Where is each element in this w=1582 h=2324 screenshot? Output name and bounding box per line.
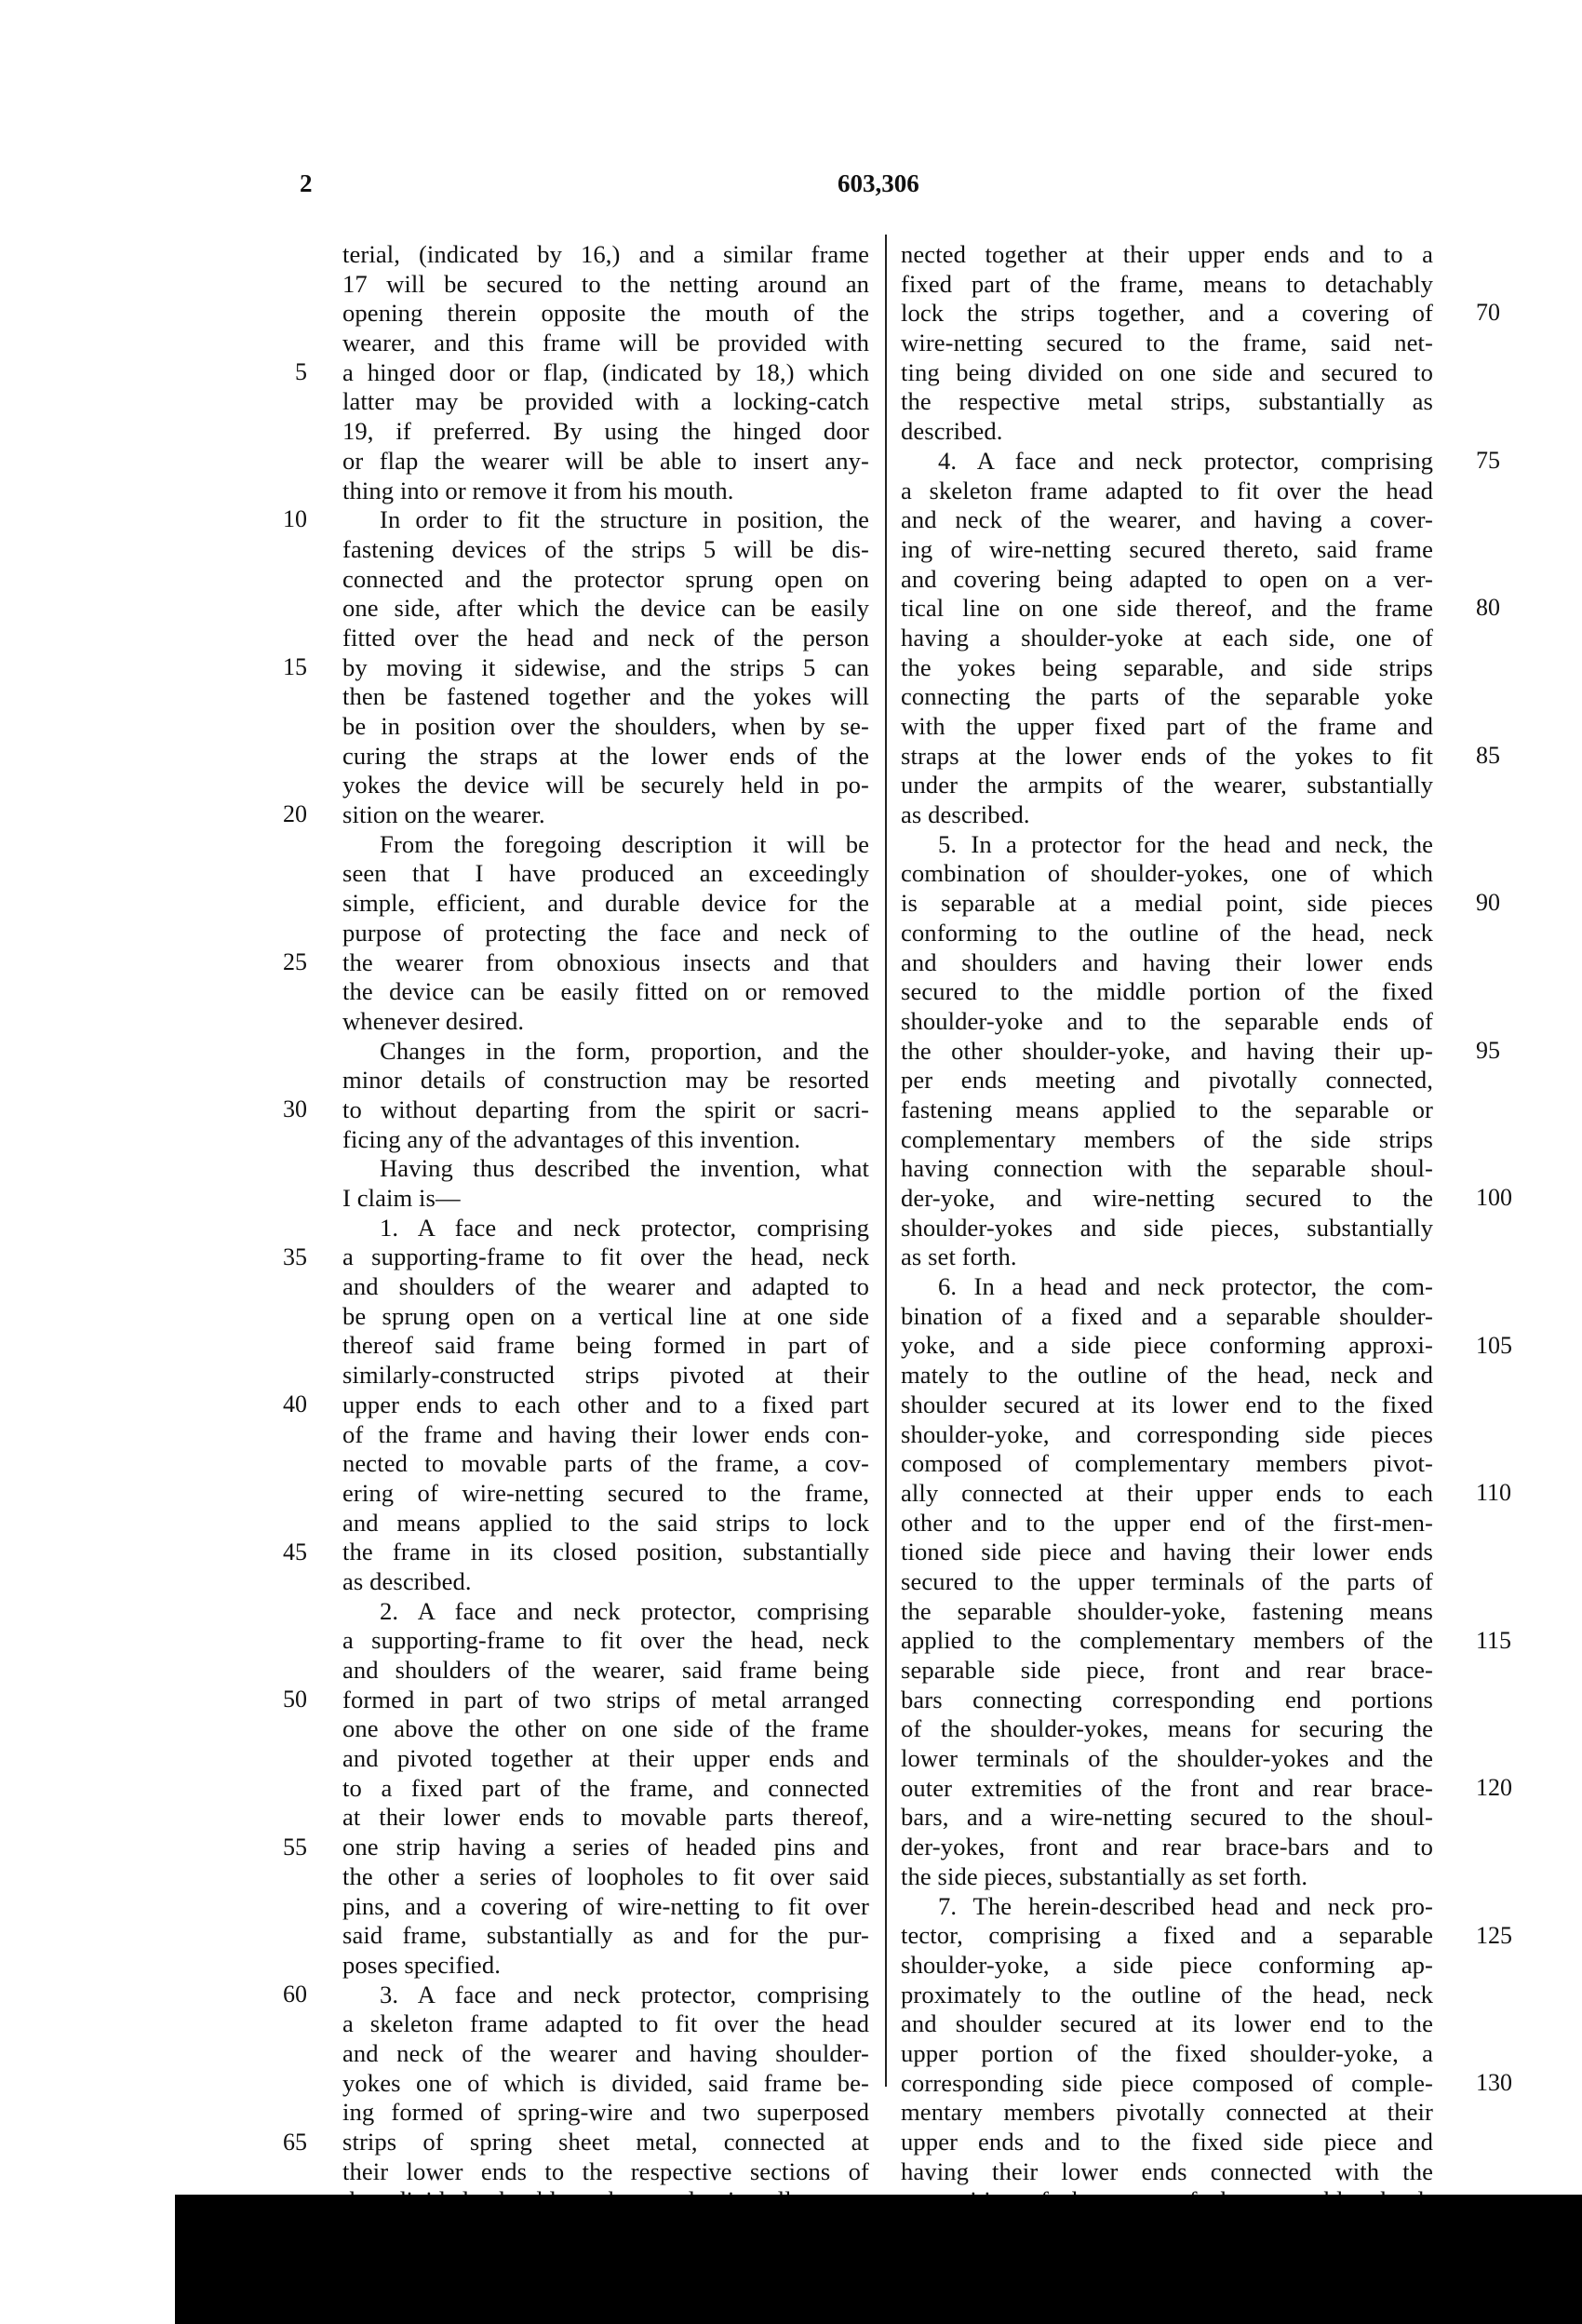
line-number: 85 xyxy=(1476,741,1500,769)
text-line: with the upper fixed part of the frame and xyxy=(901,712,1433,740)
text-line: other and to the upper end of the first-men- xyxy=(901,1508,1433,1537)
text-line: lock the strips together, and a covering of xyxy=(901,299,1433,328)
text-line: der-yoke, and wire-netting secured to the xyxy=(901,1184,1433,1212)
text-line: be in position over the shoulders, when by se- xyxy=(342,712,869,740)
text-line: upper ends to each other and to a fixed part xyxy=(342,1390,869,1418)
text-line: ting being divided on one side and secured to xyxy=(901,357,1433,386)
text-line: and covering being adapted to open on a ver- xyxy=(901,564,1433,593)
text-line: lower terminals of the shoulder-yokes and the xyxy=(901,1744,1433,1773)
line-number: 100 xyxy=(1476,1184,1512,1212)
text-line: connected and the protector sprung open on xyxy=(342,564,869,593)
line-number: 130 xyxy=(1476,2069,1512,2097)
text-line: minor details of construction may be resorted xyxy=(342,1066,869,1095)
text-line: ficing any of the advantages of this invention. xyxy=(342,1124,801,1153)
text-line: shoulder-yoke and to the separable ends of xyxy=(901,1006,1433,1035)
text-line: the respective metal strips, substantially as xyxy=(901,387,1433,416)
text-line: shoulder-yoke, and corresponding side pieces xyxy=(901,1419,1433,1448)
text-line: to without departing from the spirit or sacri- xyxy=(342,1095,869,1123)
text-line: the other shoulder-yoke, and having their up- xyxy=(901,1036,1433,1065)
text-line: From the foregoing description it will be xyxy=(380,829,869,858)
text-line: tical line on one side thereof, and the frame xyxy=(901,594,1433,623)
text-line: as described. xyxy=(901,800,1030,829)
text-line: and pivoted together at their upper ends and xyxy=(342,1744,869,1773)
text-line: ering of wire-netting secured to the frame, xyxy=(342,1478,869,1507)
text-line: a hinged door or flap, (indicated by 18,) which xyxy=(342,357,869,386)
text-line: 6. In a head and neck protector, the com- xyxy=(938,1272,1433,1301)
right-text-column xyxy=(901,240,1433,2216)
text-line: ally connected at their upper ends to each xyxy=(901,1478,1433,1507)
text-line: thing into or remove it from his mouth. xyxy=(342,476,734,504)
page-number: 2 xyxy=(300,169,313,197)
text-line: tioned side piece and having their lower ends xyxy=(901,1538,1433,1566)
text-line: outer extremities of the front and rear brace- xyxy=(901,1773,1433,1802)
text-line: der-yokes, front and rear brace-bars and to xyxy=(901,1833,1433,1861)
text-line: separable side piece, front and rear brace- xyxy=(901,1656,1433,1684)
text-line: shoulder-yokes and side pieces, substantially xyxy=(901,1213,1433,1242)
text-line: mentary members pivotally connected at their xyxy=(901,2098,1433,2127)
text-line: fastening devices of the strips 5 will be dis- xyxy=(342,534,869,563)
text-line: thereof said frame being formed in part of xyxy=(342,1331,869,1360)
line-number: 60 xyxy=(283,1981,307,2008)
text-line: upper ends and to the fixed side piece and xyxy=(901,2128,1433,2156)
text-line: strips of spring sheet metal, connected at xyxy=(342,2128,869,2156)
text-line: Changes in the form, proportion, and the xyxy=(380,1036,869,1065)
line-number: 5 xyxy=(295,357,307,385)
line-number: 45 xyxy=(283,1538,307,1565)
text-line: mately to the outline of the head, neck and xyxy=(901,1361,1433,1390)
text-line: shoulder-yoke, a side piece conforming ap- xyxy=(901,1950,1433,1979)
text-line: yoke, and a side piece conforming approxi- xyxy=(901,1331,1433,1360)
left-text-column xyxy=(342,240,869,2216)
text-line: ing formed of spring-wire and two superposed xyxy=(342,2098,869,2127)
text-line: connecting the parts of the separable yoke xyxy=(901,682,1433,711)
text-line: sition on the wearer. xyxy=(342,800,545,829)
line-number: 40 xyxy=(283,1390,307,1418)
text-line: the side pieces, substantially as set forth. xyxy=(901,1861,1308,1890)
text-line: 7. The herein-described head and neck pro- xyxy=(938,1891,1433,1920)
text-line: and shoulders of the wearer and adapted to xyxy=(342,1272,869,1301)
text-line: terial, (indicated by 16,) and a similar frame xyxy=(342,240,869,268)
text-line: I claim is— xyxy=(342,1184,461,1212)
text-line: at their lower ends to movable parts thereof, xyxy=(342,1803,869,1832)
text-line: nected together at their upper ends and to a xyxy=(901,240,1433,268)
text-line: curing the straps at the lower ends of the xyxy=(342,741,869,770)
text-line: latter may be provided with a locking-catch xyxy=(342,387,869,416)
line-number: 65 xyxy=(283,2128,307,2156)
text-line: or flap the wearer will be able to insert any- xyxy=(342,446,869,475)
line-number: 10 xyxy=(283,505,307,533)
text-line: fastening means applied to the separable or xyxy=(901,1095,1433,1123)
text-line: bars, and a wire-netting secured to the shoul- xyxy=(901,1803,1433,1832)
line-number: 20 xyxy=(283,800,307,828)
text-line: the wearer from obnoxious insects and that xyxy=(342,947,869,976)
text-line: and neck of the wearer, and having a cover- xyxy=(901,505,1433,534)
text-line: poses specified. xyxy=(342,1950,501,1979)
text-line: ing of wire-netting secured thereto, said frame xyxy=(901,534,1433,563)
text-line: straps at the lower ends of the yokes to fit xyxy=(901,741,1433,770)
text-line: as described. xyxy=(342,1566,472,1595)
text-line: 2. A face and neck protector, comprising xyxy=(380,1596,869,1625)
text-line: wearer, and this frame will be provided with xyxy=(342,329,869,357)
text-line: by moving it sidewise, and the strips 5 can xyxy=(342,652,869,681)
line-number: 105 xyxy=(1476,1331,1512,1359)
text-line: composed of complementary members pivot- xyxy=(901,1449,1433,1478)
text-line: one side, after which the device can be easily xyxy=(342,594,869,623)
text-line: secured to the upper terminals of the parts of xyxy=(901,1566,1433,1595)
text-line: whenever desired. xyxy=(342,1006,525,1035)
text-line: simple, efficient, and durable device for the xyxy=(342,889,869,918)
text-line: having a shoulder-yoke at each side, one of xyxy=(901,623,1433,652)
text-line: 4. A face and neck protector, comprising xyxy=(938,446,1433,475)
line-number: 70 xyxy=(1476,299,1500,327)
text-line: bars connecting corresponding end portions xyxy=(901,1685,1433,1713)
text-line: complementary members of the side strips xyxy=(901,1124,1433,1153)
text-line: the frame in its closed position, substantially xyxy=(342,1538,869,1566)
line-number: 115 xyxy=(1476,1626,1512,1654)
line-number: 120 xyxy=(1476,1774,1512,1802)
text-line: fitted over the head and neck of the person xyxy=(342,623,869,652)
text-line: per ends meeting and pivotally connected, xyxy=(901,1066,1433,1095)
text-line: pins, and a covering of wire-netting to fit over xyxy=(342,1891,869,1920)
text-line: a supporting-frame to fit over the head, neck xyxy=(342,1626,869,1655)
text-line: and shoulders and having their lower ends xyxy=(901,947,1433,976)
text-line: 1. A face and neck protector, comprising xyxy=(380,1213,869,1242)
text-line: to a fixed part of the frame, and connected xyxy=(342,1773,869,1802)
text-line: yokes the device will be securely held in po- xyxy=(342,771,869,799)
text-line: bination of a fixed and a separable shoulder- xyxy=(901,1301,1433,1330)
line-number: 90 xyxy=(1476,889,1500,917)
line-number: 30 xyxy=(283,1095,307,1123)
text-line: shoulder secured at its lower end to the fixed xyxy=(901,1390,1433,1418)
text-line: upper portion of the fixed shoulder-yoke, a xyxy=(901,2038,1433,2067)
text-line: as set forth. xyxy=(901,1243,1017,1271)
text-line: fixed part of the frame, means to detachably xyxy=(901,269,1433,298)
line-number: 25 xyxy=(283,947,307,975)
text-line: proximately to the outline of the head, neck xyxy=(901,1980,1433,2008)
text-line: under the armpits of the wearer, substantially xyxy=(901,771,1433,799)
text-line: the other a series of loopholes to fit over said xyxy=(342,1861,869,1890)
column-divider xyxy=(885,235,887,2087)
text-line: and neck of the wearer and having shoulder- xyxy=(342,2038,869,2067)
text-line: corresponding side piece composed of comple- xyxy=(901,2068,1433,2097)
text-line: and shoulder secured at its lower end to the xyxy=(901,2009,1433,2038)
text-line: a skeleton frame adapted to fit over the head xyxy=(901,476,1433,504)
text-line: of the shoulder-yokes, means for securing the xyxy=(901,1714,1433,1743)
text-line: then be fastened together and the yokes will xyxy=(342,682,869,711)
scan-edge-bar xyxy=(175,2195,1582,2324)
text-line: of the frame and having their lower ends con- xyxy=(342,1419,869,1448)
text-line: be sprung open on a vertical line at one side xyxy=(342,1301,869,1330)
text-line: is separable at a medial point, side pieces xyxy=(901,889,1433,918)
line-number: 125 xyxy=(1476,1921,1512,1949)
text-line: the device can be easily fitted on or removed xyxy=(342,977,869,1006)
text-line: tector, comprising a fixed and a separable xyxy=(901,1921,1433,1950)
text-line: said frame, substantially as and for the pur- xyxy=(342,1921,869,1950)
text-line: 17 will be secured to the netting around an xyxy=(342,269,869,298)
text-line: having their lower ends connected with the xyxy=(901,2156,1433,2185)
line-number: 95 xyxy=(1476,1036,1500,1064)
text-line: 5. In a protector for the head and neck, the xyxy=(938,829,1433,858)
text-line: applied to the complementary members of the xyxy=(901,1626,1433,1655)
text-line: the yokes being separable, and side strips xyxy=(901,652,1433,681)
text-line: combination of shoulder-yokes, one of which xyxy=(901,859,1433,888)
text-line: Having thus described the invention, what xyxy=(380,1154,869,1183)
text-line: seen that I have produced an exceedingly xyxy=(342,859,869,888)
line-number: 55 xyxy=(283,1833,307,1861)
text-line: 3. A face and neck protector, comprising xyxy=(380,1980,869,2008)
patent-number: 603,306 xyxy=(838,169,919,197)
text-line: and means applied to the said strips to lock xyxy=(342,1508,869,1537)
line-number: 15 xyxy=(283,652,307,680)
text-line: purpose of protecting the face and neck of xyxy=(342,918,869,947)
page-header xyxy=(0,169,1582,207)
text-line: yokes one of which is divided, said frame be- xyxy=(342,2068,869,2097)
text-line: one above the other on one side of the frame xyxy=(342,1714,869,1743)
line-number: 35 xyxy=(283,1243,307,1270)
text-line: and shoulders of the wearer, said frame being xyxy=(342,1656,869,1684)
text-line: one strip having a series of headed pins and xyxy=(342,1833,869,1861)
text-line: formed in part of two strips of metal arranged xyxy=(342,1685,869,1713)
text-line: opening therein opposite the mouth of the xyxy=(342,299,869,328)
line-number: 75 xyxy=(1476,446,1500,474)
text-line: conforming to the outline of the head, neck xyxy=(901,918,1433,947)
line-number: 80 xyxy=(1476,594,1500,622)
text-line: In order to fit the structure in position, the xyxy=(380,505,869,534)
text-line: secured to the middle portion of the fixed xyxy=(901,977,1433,1006)
text-line: the separable shoulder-yoke, fastening means xyxy=(901,1596,1433,1625)
line-number: 50 xyxy=(283,1686,307,1713)
text-line: a supporting-frame to fit over the head, neck xyxy=(342,1243,869,1271)
text-line: similarly-constructed strips pivoted at their xyxy=(342,1361,869,1390)
text-line: 19, if preferred. By using the hinged door xyxy=(342,417,869,446)
text-line: their lower ends to the respective sections of xyxy=(342,2156,869,2185)
text-line: nected to movable parts of the frame, a cov- xyxy=(342,1449,869,1478)
text-line: wire-netting secured to the frame, said net- xyxy=(901,329,1433,357)
text-line: described. xyxy=(901,417,1003,446)
line-number: 110 xyxy=(1476,1479,1512,1507)
text-line: a skeleton frame adapted to fit over the head xyxy=(342,2009,869,2038)
text-line: having connection with the separable shoul- xyxy=(901,1154,1433,1183)
